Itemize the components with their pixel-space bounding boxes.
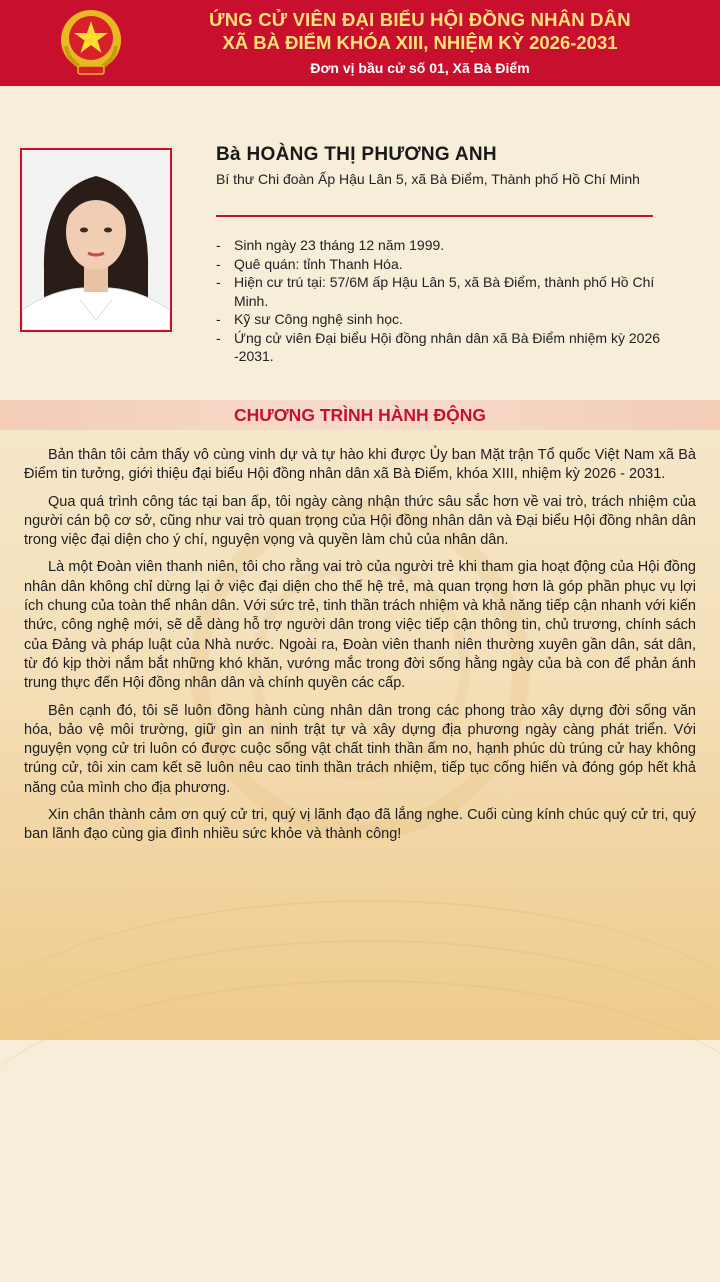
header-title: ỨNG CỬ VIÊN ĐẠI BIỂU HỘI ĐỒNG NHÂN DÂN [209,9,631,30]
bio-item: - Kỹ sư Công nghệ sinh học. [216,310,676,329]
bio-item: - Quê quán: tỉnh Thanh Hóa. [216,255,676,274]
national-emblem-icon [58,6,124,80]
header-electoral-unit: Đơn vị bầu cử số 01, Xã Bà Điểm [310,60,530,76]
program-paragraph: Xin chân thành cảm ơn quý cử tri, quý vị lãnh đạo đã lắng nghe. Cuối cùng kính chúc quý cử tri, quý ban lãnh đạo cùng gia đình nhiều sức khỏe và thành công! [24,807,696,843]
candidate-bio-list [216,236,676,366]
header-subtitle: XÃ BÀ ĐIỂM KHÓA XIII, NHIỆM KỲ 2026-2031 [222,32,618,53]
section-header [0,400,720,430]
candidate-position: Bí thư Chi đoàn Ấp Hậu Lân 5, xã Bà Điểm, Thành phố Hồ Chí Minh [216,171,640,187]
bio-item: - Ứng cử viên Đại biểu Hội đồng nhân dân xã Bà Điểm nhiệm kỳ 2026 -2031. [216,329,676,366]
decorative-wave [0,980,720,1282]
header-banner [0,0,720,86]
program-paragraph: Là một Đoàn viên thanh niên, tôi cho rằng vai trò của người trẻ khi tham gia hoạt động của Hội đồng nhân dân không chỉ dừng lại ở việc đại diện cho thế hệ trẻ, mà quan trọng hơn là góp phần phục vụ lợi ích chung của toàn thể nhân dân. Với sức trẻ, tinh thần trách nhiệm và khả năng tiếp cận nhanh với kiến thức, công nghệ mới, sẽ dễ dàng hỗ trợ người dân trong việc tiếp cận thông tin, chủ trương, chính sách của Đảng và pháp luật của Nhà nước. Ngoài ra, Đoàn viên thanh niên thường xuyên gần dân, sát dân, từ đó kịp thời nắm bắt những khó khăn, vướng mắc trong đời sống hằng ngày của bà con để phản ánh trung thực đến Hội đồng nhân dân và chính quyền các cấp. [24,559,696,692]
bio-item: - Sinh ngày 23 tháng 12 năm 1999. [216,236,676,255]
section-title: CHƯƠNG TRÌNH HÀNH ĐỘNG [233,405,487,425]
action-program [24,446,696,853]
program-paragraph: Qua quá trình công tác tại ban ấp, tôi ngày càng nhận thức sâu sắc hơn về vai trò, trách nhiệm của người cán bộ cơ sở, cũng như vai trò quan trọng của Hội đồng nhân dân và Đại biểu Hội đồng nhân dân trong việc đại diện cho ý chí, nguyện vọng và quyền làm chủ của nhân dân. [24,493,696,549]
candidate-name: Bà HOÀNG THỊ PHƯƠNG ANH [216,144,497,165]
program-paragraph: Bản thân tôi cảm thấy vô cùng vinh dự và tự hào khi được Ủy ban Mặt trận Tổ quốc Việt Nam xã Bà Điểm tin tưởng, giới thiệu đại biểu Hội đồng nhân dân xã Bà Điểm, khóa XIII, nhiệm kỳ 2026 - 2031. [24,447,696,483]
program-paragraph: Bên cạnh đó, tôi sẽ luôn đồng hành cùng nhân dân trong các phong trào xây dựng đời sống văn hóa, bảo vệ môi trường, giữ gìn an ninh trật tự và xây dựng địa phương ngày càng phát triển. Với nguyện vọng cử tri luôn có được cuộc sống vật chất tinh thần ấm no, hạnh phúc dù trúng cử hay không trúng cử, tôi xin cam kết sẽ luôn nêu cao tinh thần trách nhiệm, tiếp tục cống hiến và đóng góp hết khả năng của mình cho địa phương. [24,702,696,796]
divider-line [216,215,653,217]
candidate-photo [20,148,172,332]
bio-item: - Hiện cư trú tại: 57/6M ấp Hậu Lân 5, xã Bà Điểm, thành phố Hồ Chí Minh. [216,273,676,310]
